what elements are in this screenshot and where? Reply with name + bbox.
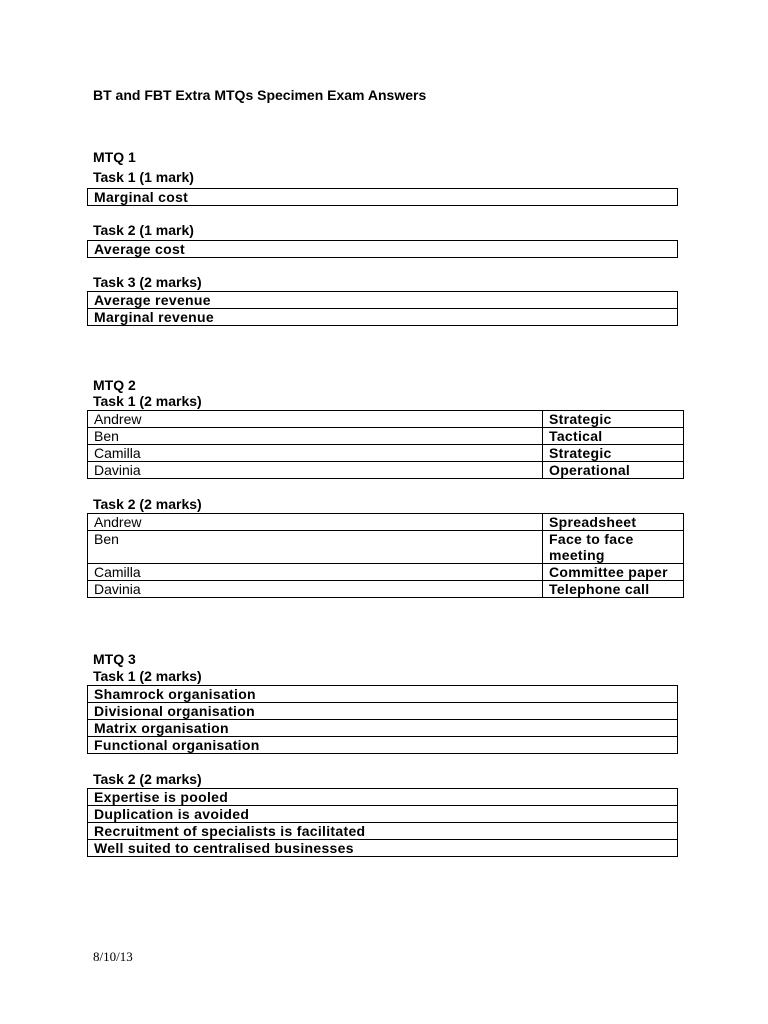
answer-cell: Face to face meeting	[543, 531, 684, 564]
mtq3-task2-heading: Task 2 (2 marks)	[93, 771, 202, 787]
answer-cell: Matrix organisation	[88, 720, 678, 737]
mtq1-task2-heading: Task 2 (1 mark)	[93, 222, 194, 238]
name-cell: Ben	[88, 531, 543, 564]
table-row	[88, 531, 684, 564]
answer-cell: Marginal cost	[88, 189, 678, 206]
table-row	[88, 737, 678, 754]
answer-cell: Tactical	[543, 428, 684, 445]
answer-cell: Operational	[543, 462, 684, 479]
mtq1-task2-table	[87, 240, 678, 258]
name-cell: Davinia	[88, 462, 543, 479]
table-row	[88, 241, 678, 258]
mtq3-task1-table	[87, 685, 678, 754]
mtq3-task1-heading: Task 1 (2 marks)	[93, 668, 202, 684]
answer-cell: Recruitment of specialists is facilitated	[88, 823, 678, 840]
answer-cell: Average cost	[88, 241, 678, 258]
mtq1-task3-table	[87, 291, 678, 326]
table-row	[88, 806, 678, 823]
table-row	[88, 292, 678, 309]
mtq3-heading: MTQ 3	[93, 651, 136, 667]
answer-cell: Duplication is avoided	[88, 806, 678, 823]
table-row	[88, 309, 678, 326]
name-cell: Andrew	[88, 411, 543, 428]
table-row	[88, 720, 678, 737]
name-cell: Andrew	[88, 514, 543, 531]
answer-cell: Strategic	[543, 411, 684, 428]
mtq3-task2-table	[87, 788, 678, 857]
table-row	[88, 428, 684, 445]
mtq2-task1-table	[87, 410, 684, 479]
mtq2-task2-table	[87, 513, 684, 598]
table-row	[88, 514, 684, 531]
table-row	[88, 462, 684, 479]
table-row	[88, 703, 678, 720]
mtq2-heading: MTQ 2	[93, 377, 136, 393]
footer-date: 8/10/13	[93, 949, 133, 964]
mtq2-task2-heading: Task 2 (2 marks)	[93, 496, 202, 512]
mtq1-task3-heading: Task 3 (2 marks)	[93, 274, 202, 290]
name-cell: Ben	[88, 428, 543, 445]
mtq1-task1-heading: Task 1 (1 mark)	[93, 169, 194, 185]
table-row	[88, 581, 684, 598]
mtq1-task1-table	[87, 188, 678, 206]
table-row	[88, 445, 684, 462]
table-row	[88, 189, 678, 206]
answer-cell: Telephone call	[543, 581, 684, 598]
name-cell: Camilla	[88, 564, 543, 581]
answer-cell: Average revenue	[88, 292, 678, 309]
table-row	[88, 411, 684, 428]
document-title: BT and FBT Extra MTQs Specimen Exam Answers	[93, 87, 427, 103]
answer-cell: Functional organisation	[88, 737, 678, 754]
answer-cell: Marginal revenue	[88, 309, 678, 326]
answer-cell: Committee paper	[543, 564, 684, 581]
table-row	[88, 789, 678, 806]
answer-cell: Strategic	[543, 445, 684, 462]
answer-cell: Well suited to centralised businesses	[88, 840, 678, 857]
answer-cell: Shamrock organisation	[88, 686, 678, 703]
name-cell: Davinia	[88, 581, 543, 598]
answer-cell: Spreadsheet	[543, 514, 684, 531]
table-row	[88, 823, 678, 840]
table-row	[88, 686, 678, 703]
mtq2-task1-heading: Task 1 (2 marks)	[93, 393, 202, 409]
answer-cell: Divisional organisation	[88, 703, 678, 720]
answer-cell: Expertise is pooled	[88, 789, 678, 806]
table-row	[88, 840, 678, 857]
mtq1-heading: MTQ 1	[93, 149, 136, 165]
table-row	[88, 564, 684, 581]
name-cell: Camilla	[88, 445, 543, 462]
